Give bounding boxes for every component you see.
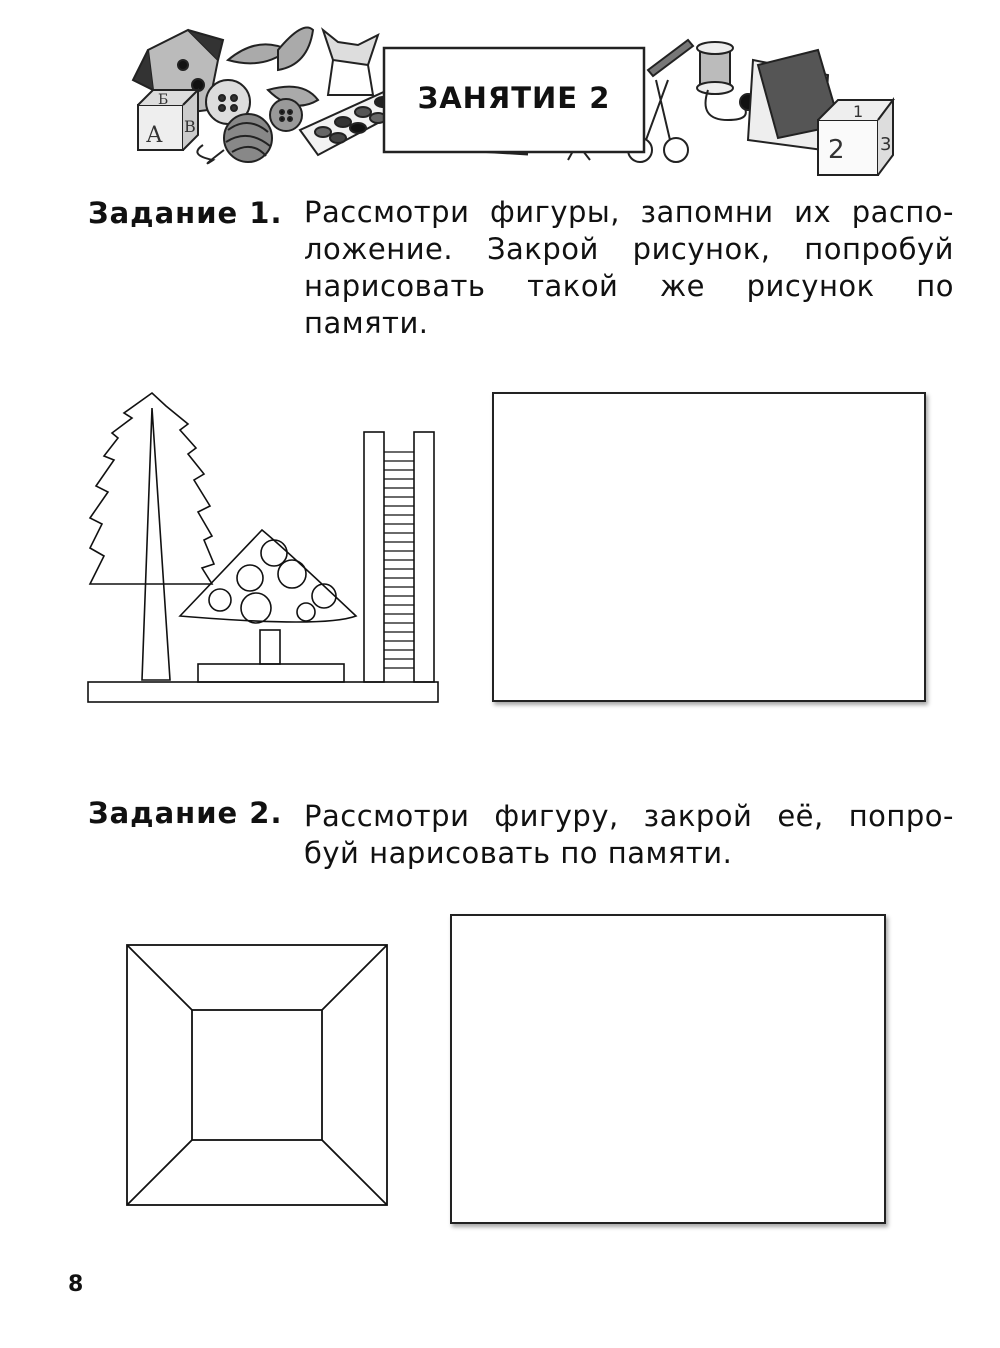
ladder-right-rail xyxy=(414,432,434,682)
task-1-line: ложение. Закрой рисунок, попробуй xyxy=(304,232,954,266)
corner-line xyxy=(127,1140,192,1205)
number-cube-icon xyxy=(818,100,893,175)
mushroom-spot xyxy=(261,540,287,566)
mushroom-spot xyxy=(237,565,263,591)
task-1-label: Задание 1. xyxy=(88,196,283,230)
task-2-line: буй нарисовать по памяти. xyxy=(304,836,733,870)
pencil-icon xyxy=(648,40,693,76)
block-letter-b: Б xyxy=(158,92,169,108)
small-button-icon xyxy=(270,99,302,131)
task-1-drawing xyxy=(84,388,444,708)
thread-spool-icon xyxy=(697,42,756,120)
mushroom-spot xyxy=(312,584,336,608)
cube-number-two: 2 xyxy=(828,135,845,165)
task-2-label: Задание 2. xyxy=(88,796,283,830)
task-1-line: Рассмотри фигуры, запомни их распо- xyxy=(304,195,954,229)
mushroom-base xyxy=(198,664,344,682)
mushroom-spot xyxy=(241,593,271,623)
task-2-line: Рассмотри фигуру, закрой её, попро- xyxy=(304,799,954,833)
cube-number-one: 1 xyxy=(853,102,864,121)
cube-number-three: 3 xyxy=(880,134,892,155)
block-letter-v: В xyxy=(184,117,196,136)
inner-square xyxy=(192,1010,322,1140)
page-title: ЗАНЯТИЕ 2 xyxy=(417,81,611,115)
block-letter-a: А xyxy=(146,123,163,148)
mushroom-spot xyxy=(278,560,306,588)
task-1-drawing-area[interactable] xyxy=(492,392,926,702)
cat-icon xyxy=(323,30,378,95)
mushroom-spot xyxy=(209,589,231,611)
task-1-text xyxy=(304,194,954,342)
mushroom-stem xyxy=(260,630,280,664)
mushroom-spot xyxy=(297,603,315,621)
task-1-line: нарисовать такой же рисунок по xyxy=(304,269,954,303)
task-2-drawing-area[interactable] xyxy=(450,914,886,1224)
ladder-rungs xyxy=(384,452,414,668)
ladder-left-rail xyxy=(364,432,384,682)
yarn-ball-icon xyxy=(197,114,272,163)
task-2-figure xyxy=(124,942,392,1208)
page-number: 8 xyxy=(68,1272,84,1297)
corner-line xyxy=(322,945,387,1010)
ground-base xyxy=(88,682,438,702)
letter-blocks-icon xyxy=(138,90,198,150)
task-1-line: памяти. xyxy=(304,306,429,340)
corner-line xyxy=(322,1140,387,1205)
corner-line xyxy=(127,945,192,1010)
task-2-text xyxy=(304,798,954,872)
fir-tree-trunk xyxy=(142,408,170,680)
